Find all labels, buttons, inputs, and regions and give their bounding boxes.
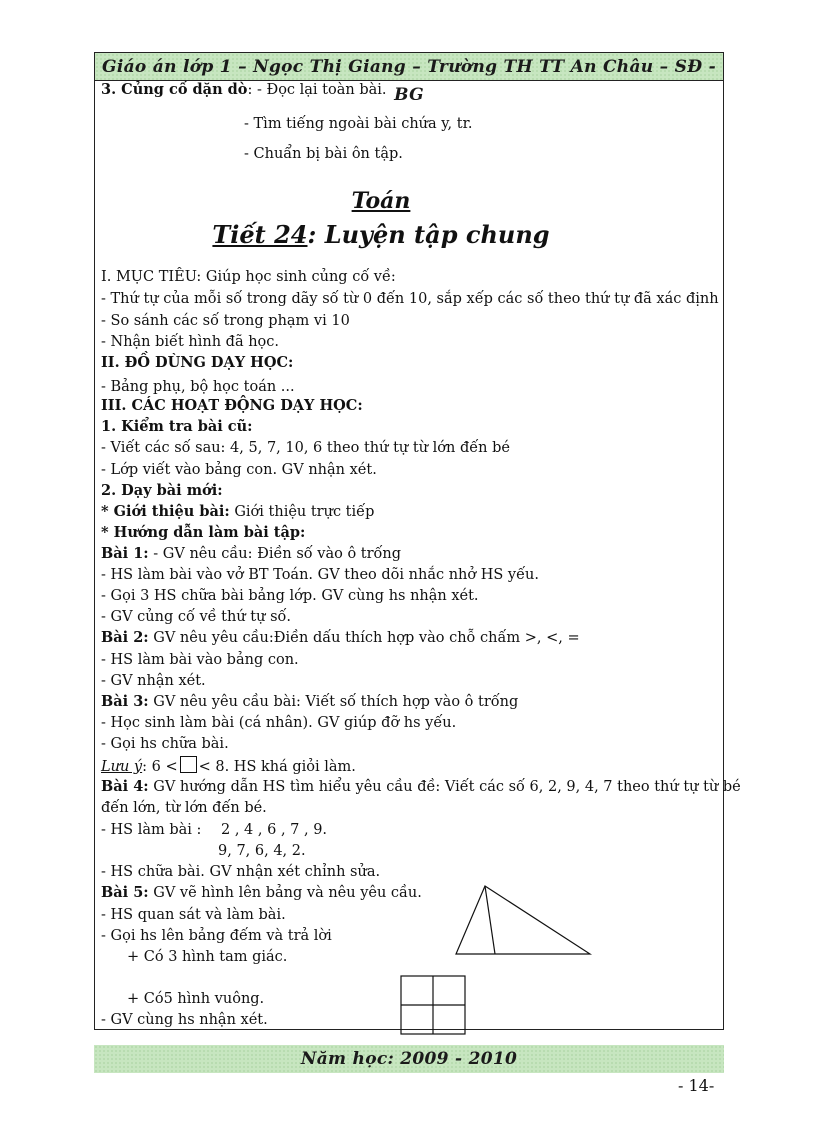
bai5-item: - HS quan sát và làm bài.	[101, 907, 286, 923]
bai3-line	[101, 692, 518, 712]
bai4-lam-bai: - HS làm bài :	[101, 822, 202, 838]
empty-box	[180, 756, 197, 773]
cung-co-line-2: - Tìm tiếng ngoài bài chứa y, tr.	[244, 116, 473, 132]
bai1-item: - Gọi 3 HS chữa bài bảng lớp. GV cùng hs nhận xét.	[101, 588, 479, 604]
luu-y-after: < 8. HS khá giỏi làm.	[198, 759, 356, 775]
triangle-divider	[485, 886, 495, 954]
bai5-nhan-xet: - GV cùng hs nhận xét.	[101, 1012, 268, 1028]
bai2-label: Bài 2:	[101, 629, 149, 646]
bai4-line	[101, 777, 741, 797]
bai2-text: GV nêu yêu cầu:Điền dấu thích hợp vào chỗ chấm >, <, =	[148, 630, 580, 646]
bai5-line	[101, 883, 422, 903]
square-grid-figure	[400, 975, 468, 1037]
do-dung-heading: II. ĐỒ DÙNG DẠY HỌC:	[101, 354, 294, 371]
bai4-line-2: đến lớn, từ lớn đến bé.	[101, 800, 267, 816]
bai1-item: - HS làm bài vào vở BT Toán. GV theo dõi nhắc nhở HS yếu.	[101, 567, 539, 583]
cung-co-line-1	[101, 80, 387, 100]
bai1-text: - GV nêu cầu: Điền số vào ô trống	[148, 546, 402, 562]
gioi-thieu-label: * Giới thiệu bài:	[101, 503, 230, 520]
bai3-item: - Gọi hs chữa bài.	[101, 736, 229, 752]
muc-tieu-heading	[101, 267, 396, 287]
bai4-answer-1: 2 , 4 , 6 , 7 , 9.	[221, 822, 328, 838]
luu-y-label: Lưu ý	[101, 759, 143, 775]
muc-tieu-item: - Nhận biết hình đã học.	[101, 334, 280, 350]
cung-co-text-1: : - Đọc lại toàn bài.	[247, 82, 387, 98]
triangle-outline	[456, 886, 590, 954]
subject-title: Toán	[351, 188, 411, 214]
bai5-hinh-vuong: + Có5 hình vuông.	[127, 991, 265, 1007]
bai5-item: - Gọi hs lên bảng đếm và trả lời	[101, 928, 332, 944]
lesson-name: : Luyện tập chung	[307, 220, 550, 249]
bai5-tam-giac: + Có 3 hình tam giác.	[127, 949, 288, 965]
bai1-item: - GV củng cố về thứ tự số.	[101, 609, 291, 625]
bai5-text: GV vẽ hình lên bảng và nêu yêu cầu.	[148, 885, 422, 901]
footer-text: Năm học: 2009 - 2010	[300, 1049, 518, 1069]
cung-co-label: 3. Củng cố dặn dò	[101, 81, 248, 98]
bai4-label: Bài 4:	[101, 778, 149, 795]
page-footer	[94, 1045, 724, 1073]
hoat-dong-heading: III. CÁC HOẠT ĐỘNG DẠY HỌC:	[101, 397, 363, 414]
bai3-item: - Học sinh làm bài (cá nhân). GV giúp đỡ hs yếu.	[101, 715, 457, 731]
bai4-chua-bai: - HS chữa bài. GV nhận xét chỉnh sửa.	[101, 864, 381, 880]
muc-tieu-intro: : Giúp học sinh củng cố về:	[196, 269, 396, 285]
kiem-tra-heading: 1. Kiểm tra bài cũ:	[101, 418, 253, 435]
lesson-number: Tiết 24	[212, 220, 308, 249]
bai3-label: Bài 3:	[101, 693, 149, 710]
kiem-tra-item: - Viết các số sau: 4, 5, 7, 10, 6 theo thứ tự từ lớn đến bé	[101, 440, 510, 456]
muc-tieu-item: - Thứ tự của mỗi số trong dãy số từ 0 đến 10, sắp xếp các số theo thứ tự đã xác định	[101, 291, 719, 307]
lesson-title	[101, 220, 661, 249]
bai4-text: GV hướng dẫn HS tìm hiểu yêu cầu đề: Viết các số 6, 2, 9, 4, 7 theo thứ tự từ bé	[148, 779, 741, 795]
muc-tieu-label: I. MỤC TIÊU	[101, 269, 197, 285]
bai1-label: Bài 1:	[101, 545, 149, 562]
bai2-line	[101, 628, 580, 648]
bai-moi-heading: 2. Dạy bài mới:	[101, 482, 223, 499]
huong-dan-heading: * Hướng dẫn làm bài tập:	[101, 524, 306, 541]
cung-co-line-3: - Chuẩn bị bài ôn tập.	[244, 146, 403, 162]
luu-y-before: : 6 <	[142, 759, 178, 775]
bai2-item: - HS làm bài vào bảng con.	[101, 652, 299, 668]
muc-tieu-item: - So sánh các số trong phạm vi 10	[101, 313, 350, 329]
bai2-item: - GV nhận xét.	[101, 673, 206, 689]
gioi-thieu-text: Giới thiệu trực tiếp	[229, 504, 375, 520]
kiem-tra-item: - Lớp viết vào bảng con. GV nhận xét.	[101, 462, 377, 478]
do-dung-item: - Bảng phụ, bộ học toán ...	[101, 379, 295, 395]
page-number: - 14-	[678, 1076, 715, 1095]
triangle-figure	[450, 880, 595, 960]
header-text: Giáo án lớp 1 – Ngọc Thị Giang – Trường TH TT An Châu – SĐ - BG	[102, 57, 716, 105]
bai1-line	[101, 544, 401, 564]
bai4-answer-2: 9, 7, 6, 4, 2.	[218, 843, 306, 859]
luu-y-line	[101, 756, 356, 777]
bai3-text: GV nêu yêu cầu bài: Viết số thích hợp vào ô trống	[148, 694, 519, 710]
bai5-label: Bài 5:	[101, 884, 149, 901]
gioi-thieu-line	[101, 502, 374, 522]
